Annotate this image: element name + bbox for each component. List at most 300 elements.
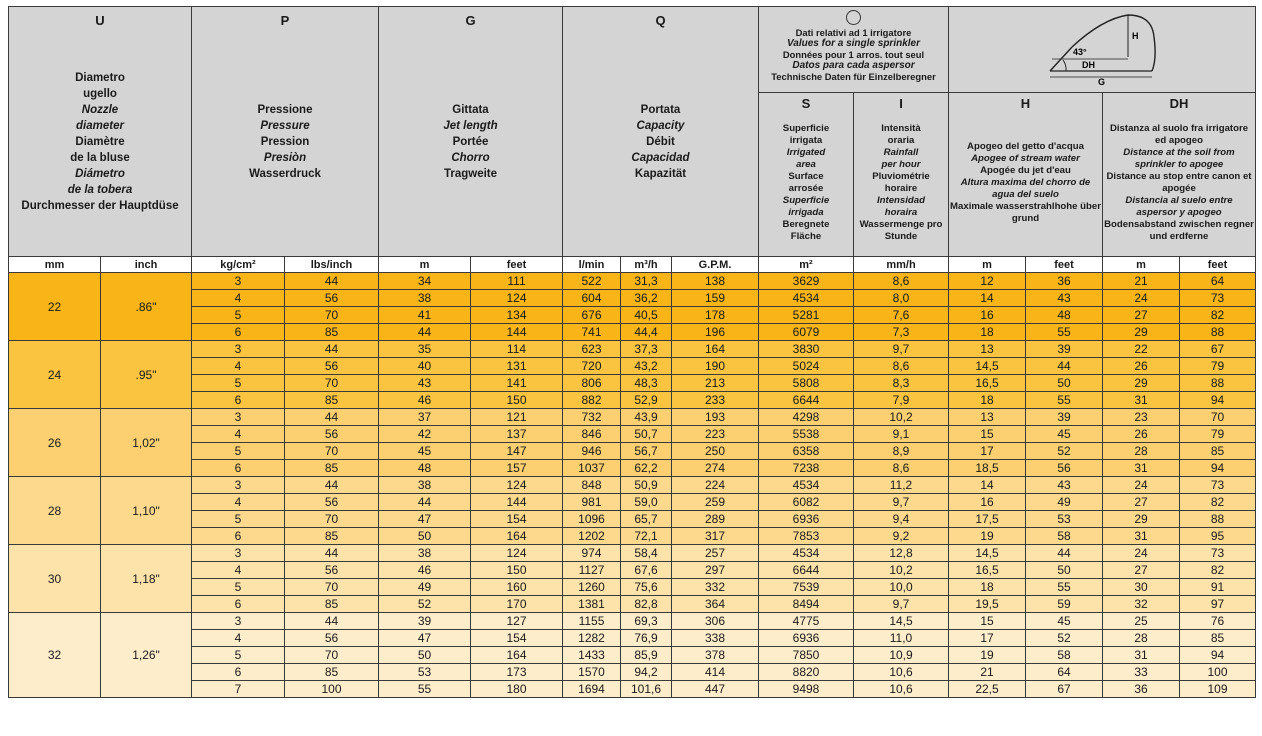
range-ft-cell: 147 xyxy=(471,443,563,460)
height-m-cell: 16 xyxy=(949,307,1026,324)
range-ft-cell: 124 xyxy=(471,290,563,307)
pressure-kg-cell: 4 xyxy=(192,494,285,511)
flow-lmin-cell: 1096 xyxy=(563,511,621,528)
flow-m3h-cell: 62,2 xyxy=(621,460,672,477)
flow-m3h-cell: 101,6 xyxy=(621,681,672,698)
pressure-kg-cell: 7 xyxy=(192,681,285,698)
height-m-cell: 17 xyxy=(949,630,1026,647)
rainfall-mmh-cell: 9,4 xyxy=(854,511,949,528)
flow-gpm-cell: 164 xyxy=(672,341,759,358)
flow-m3h-cell: 43,9 xyxy=(621,409,672,426)
range-m-cell: 41 xyxy=(379,307,471,324)
range-m-cell: 35 xyxy=(379,341,471,358)
range-m-cell: 50 xyxy=(379,647,471,664)
table-row xyxy=(9,494,1256,511)
height-m-cell: 16 xyxy=(949,494,1026,511)
header-line: ed apogeo xyxy=(1155,135,1203,146)
flow-lmin-cell: 1433 xyxy=(563,647,621,664)
flow-m3h-cell: 59,0 xyxy=(621,494,672,511)
header-line: irrigada xyxy=(788,207,824,218)
flow-lmin-cell: 1127 xyxy=(563,562,621,579)
distance-m-cell: 24 xyxy=(1103,477,1180,494)
height-m-cell: 14,5 xyxy=(949,358,1026,375)
header-line: Superficie xyxy=(782,195,830,206)
flow-m3h-cell: 69,3 xyxy=(621,613,672,630)
height-ft-cell: 44 xyxy=(1026,545,1103,562)
header-line: Surface xyxy=(788,171,824,182)
distance-ft-cell: 73 xyxy=(1180,290,1256,307)
table-row xyxy=(9,392,1256,409)
header-line: de la bluse xyxy=(70,151,130,164)
table-row xyxy=(9,528,1256,545)
table-row xyxy=(9,273,1256,290)
height-m-cell: 22,5 xyxy=(949,681,1026,698)
table-row xyxy=(9,443,1256,460)
header-line: Fläche xyxy=(790,231,822,242)
header-dh-text xyxy=(1104,111,1254,256)
header-line: Distance at the soil from xyxy=(1123,147,1235,158)
header-line: Wasserdruck xyxy=(249,167,321,180)
height-ft-cell: 36 xyxy=(1026,273,1103,290)
range-ft-cell: 121 xyxy=(471,409,563,426)
distance-ft-cell: 88 xyxy=(1180,375,1256,392)
flow-m3h-cell: 37,3 xyxy=(621,341,672,358)
flow-gpm-cell: 364 xyxy=(672,596,759,613)
distance-ft-cell: 73 xyxy=(1180,545,1256,562)
distance-m-cell: 31 xyxy=(1103,392,1180,409)
flow-lmin-cell: 848 xyxy=(563,477,621,494)
header-line: grund xyxy=(1011,213,1040,224)
height-ft-cell: 55 xyxy=(1026,324,1103,341)
diagram-angle-label: 43° xyxy=(1073,47,1087,57)
flow-m3h-cell: 40,5 xyxy=(621,307,672,324)
area-m2-cell: 7539 xyxy=(759,579,854,596)
header-line: de la tobera xyxy=(67,183,133,196)
flow-lmin-cell: 1202 xyxy=(563,528,621,545)
header-line: horaire xyxy=(884,183,918,194)
area-m2-cell: 4298 xyxy=(759,409,854,426)
header-p: P Pressione Pressure Pression Presiòn Wasserdruck xyxy=(192,7,379,257)
performance-table xyxy=(8,6,1256,698)
header-line: Altura maxima del chorro de xyxy=(960,177,1091,188)
header-q-text xyxy=(631,28,689,255)
distance-ft-cell: 73 xyxy=(1180,477,1256,494)
flow-m3h-cell: 56,7 xyxy=(621,443,672,460)
header-line: Distancia al suelo entre xyxy=(1125,195,1233,206)
range-m-cell: 47 xyxy=(379,511,471,528)
header-line: horaira xyxy=(884,207,918,218)
header-line: Pluviométrie xyxy=(872,171,930,182)
area-m2-cell: 4534 xyxy=(759,290,854,307)
flow-gpm-cell: 196 xyxy=(672,324,759,341)
header-g-text xyxy=(443,28,497,255)
range-m-cell: 49 xyxy=(379,579,471,596)
range-m-cell: 55 xyxy=(379,681,471,698)
range-m-cell: 38 xyxy=(379,477,471,494)
header-line: Débit xyxy=(646,135,675,148)
range-ft-cell: 144 xyxy=(471,494,563,511)
flow-m3h-cell: 82,8 xyxy=(621,596,672,613)
height-ft-cell: 59 xyxy=(1026,596,1103,613)
pressure-kg-cell: 3 xyxy=(192,477,285,494)
flow-gpm-cell: 138 xyxy=(672,273,759,290)
pressure-lbs-cell: 85 xyxy=(285,596,379,613)
distance-ft-cell: 82 xyxy=(1180,307,1256,324)
nozzle-mm-cell: 32 xyxy=(9,613,101,698)
rainfall-mmh-cell: 10,6 xyxy=(854,681,949,698)
height-m-cell: 16,5 xyxy=(949,562,1026,579)
rainfall-mmh-cell: 9,7 xyxy=(854,341,949,358)
distance-ft-cell: 94 xyxy=(1180,647,1256,664)
distance-ft-cell: 85 xyxy=(1180,443,1256,460)
header-line: area xyxy=(796,159,816,170)
units-row xyxy=(9,257,1256,273)
rainfall-mmh-cell: 8,6 xyxy=(854,273,949,290)
header-h: H Apogeo del getto d'acqua Apogee of stream water Apogée du jet d'eau Altura maxima del chorro de agua del suelo Maximale wasserstrahlhohe über grund xyxy=(949,93,1103,257)
flow-m3h-cell: 85,9 xyxy=(621,647,672,664)
rainfall-mmh-cell: 7,3 xyxy=(854,324,949,341)
nozzle-mm-cell: 26 xyxy=(9,409,101,477)
flow-lmin-cell: 604 xyxy=(563,290,621,307)
pressure-lbs-cell: 56 xyxy=(285,494,379,511)
area-m2-cell: 4775 xyxy=(759,613,854,630)
range-ft-cell: 144 xyxy=(471,324,563,341)
height-ft-cell: 39 xyxy=(1026,409,1103,426)
header-line: Tragweite xyxy=(443,167,498,180)
table-row xyxy=(9,290,1256,307)
range-m-cell: 38 xyxy=(379,545,471,562)
pressure-lbs-cell: 85 xyxy=(285,460,379,477)
header-line: diameter xyxy=(76,119,124,132)
pressure-kg-cell: 5 xyxy=(192,307,285,324)
range-ft-cell: 157 xyxy=(471,460,563,477)
pressure-kg-cell: 5 xyxy=(192,511,285,528)
height-m-cell: 12 xyxy=(949,273,1026,290)
flow-gpm-cell: 190 xyxy=(672,358,759,375)
area-m2-cell: 8820 xyxy=(759,664,854,681)
table-row xyxy=(9,630,1256,647)
flow-gpm-cell: 224 xyxy=(672,477,759,494)
area-m2-cell: 4534 xyxy=(759,545,854,562)
area-m2-cell: 7853 xyxy=(759,528,854,545)
table-row xyxy=(9,324,1256,341)
distance-ft-cell: 67 xyxy=(1180,341,1256,358)
unit-header: feet xyxy=(1180,257,1256,273)
range-m-cell: 40 xyxy=(379,358,471,375)
unit-header: m xyxy=(1103,257,1180,273)
flow-gpm-cell: 193 xyxy=(672,409,759,426)
pressure-lbs-cell: 85 xyxy=(285,664,379,681)
pressure-lbs-cell: 56 xyxy=(285,630,379,647)
flow-m3h-cell: 50,7 xyxy=(621,426,672,443)
pressure-lbs-cell: 85 xyxy=(285,392,379,409)
range-ft-cell: 150 xyxy=(471,562,563,579)
pressure-lbs-cell: 44 xyxy=(285,273,379,290)
single-sprinkler-note xyxy=(759,7,949,93)
height-m-cell: 18 xyxy=(949,324,1026,341)
header-line: Pression xyxy=(260,135,310,148)
table-row xyxy=(9,477,1256,494)
distance-m-cell: 32 xyxy=(1103,596,1180,613)
height-ft-cell: 52 xyxy=(1026,630,1103,647)
range-m-cell: 47 xyxy=(379,630,471,647)
height-ft-cell: 43 xyxy=(1026,477,1103,494)
flow-gpm-cell: 317 xyxy=(672,528,759,545)
pressure-lbs-cell: 44 xyxy=(285,341,379,358)
diagram-h-label: H xyxy=(1132,31,1139,41)
flow-m3h-cell: 72,1 xyxy=(621,528,672,545)
header-h-text xyxy=(950,111,1101,256)
pressure-kg-cell: 4 xyxy=(192,630,285,647)
pressure-lbs-cell: 56 xyxy=(285,290,379,307)
table-row xyxy=(9,613,1256,630)
rainfall-mmh-cell: 10,0 xyxy=(854,579,949,596)
table-row xyxy=(9,409,1256,426)
flow-m3h-cell: 36,2 xyxy=(621,290,672,307)
height-m-cell: 15 xyxy=(949,613,1026,630)
distance-ft-cell: 76 xyxy=(1180,613,1256,630)
pressure-lbs-cell: 70 xyxy=(285,307,379,324)
unit-header: m³/h xyxy=(621,257,672,273)
height-m-cell: 19,5 xyxy=(949,596,1026,613)
area-m2-cell: 6082 xyxy=(759,494,854,511)
pressure-kg-cell: 4 xyxy=(192,562,285,579)
table-row xyxy=(9,358,1256,375)
flow-m3h-cell: 65,7 xyxy=(621,511,672,528)
height-ft-cell: 55 xyxy=(1026,392,1103,409)
distance-m-cell: 31 xyxy=(1103,460,1180,477)
unit-header: kg/cm² xyxy=(192,257,285,273)
flow-lmin-cell: 1694 xyxy=(563,681,621,698)
height-ft-cell: 52 xyxy=(1026,443,1103,460)
header-line: sprinkler to apogee xyxy=(1134,159,1224,170)
pressure-lbs-cell: 56 xyxy=(285,426,379,443)
unit-header: m xyxy=(379,257,471,273)
distance-m-cell: 24 xyxy=(1103,290,1180,307)
area-m2-cell: 6358 xyxy=(759,443,854,460)
area-m2-cell: 3629 xyxy=(759,273,854,290)
distance-ft-cell: 94 xyxy=(1180,392,1256,409)
flow-lmin-cell: 1570 xyxy=(563,664,621,681)
header-line: Stunde xyxy=(884,231,918,242)
pressure-lbs-cell: 56 xyxy=(285,562,379,579)
flow-gpm-cell: 178 xyxy=(672,307,759,324)
height-ft-cell: 45 xyxy=(1026,613,1103,630)
distance-m-cell: 26 xyxy=(1103,426,1180,443)
distance-m-cell: 28 xyxy=(1103,630,1180,647)
height-ft-cell: 58 xyxy=(1026,647,1103,664)
header-line: Jet length xyxy=(443,119,498,132)
range-ft-cell: 150 xyxy=(471,392,563,409)
header-line: Irrigated xyxy=(786,147,826,158)
range-m-cell: 44 xyxy=(379,324,471,341)
header-line: irrigata xyxy=(789,135,823,146)
table-row xyxy=(9,562,1256,579)
nozzle-mm-cell: 24 xyxy=(9,341,101,409)
range-ft-cell: 124 xyxy=(471,477,563,494)
rainfall-mmh-cell: 8,6 xyxy=(854,358,949,375)
pressure-lbs-cell: 85 xyxy=(285,528,379,545)
height-ft-cell: 39 xyxy=(1026,341,1103,358)
header-line: Apogee of stream water xyxy=(971,153,1080,164)
height-ft-cell: 55 xyxy=(1026,579,1103,596)
pressure-lbs-cell: 70 xyxy=(285,511,379,528)
rainfall-mmh-cell: 9,2 xyxy=(854,528,949,545)
height-ft-cell: 43 xyxy=(1026,290,1103,307)
range-m-cell: 43 xyxy=(379,375,471,392)
flow-gpm-cell: 223 xyxy=(672,426,759,443)
unit-header: m xyxy=(949,257,1026,273)
nozzle-inch-cell: .95" xyxy=(101,341,192,409)
height-m-cell: 17 xyxy=(949,443,1026,460)
nozzle-mm-cell: 30 xyxy=(9,545,101,613)
area-m2-cell: 5538 xyxy=(759,426,854,443)
area-m2-cell: 6936 xyxy=(759,511,854,528)
range-ft-cell: 127 xyxy=(471,613,563,630)
table-row xyxy=(9,307,1256,324)
flow-m3h-cell: 58,4 xyxy=(621,545,672,562)
distance-m-cell: 29 xyxy=(1103,511,1180,528)
range-ft-cell: 134 xyxy=(471,307,563,324)
range-m-cell: 45 xyxy=(379,443,471,460)
height-m-cell: 21 xyxy=(949,664,1026,681)
height-m-cell: 17,5 xyxy=(949,511,1026,528)
height-ft-cell: 58 xyxy=(1026,528,1103,545)
header-line: aspersor y apogeo xyxy=(1136,207,1222,218)
header-line: agua del suelo xyxy=(992,189,1059,200)
flow-lmin-cell: 676 xyxy=(563,307,621,324)
distance-ft-cell: 79 xyxy=(1180,358,1256,375)
height-ft-cell: 49 xyxy=(1026,494,1103,511)
distance-ft-cell: 88 xyxy=(1180,324,1256,341)
unit-header: inch xyxy=(101,257,192,273)
unit-header: mm/h xyxy=(854,257,949,273)
unit-header: l/min xyxy=(563,257,621,273)
pressure-kg-cell: 6 xyxy=(192,664,285,681)
header-line: Apogée du jet d'eau xyxy=(980,165,1071,176)
flow-m3h-cell: 44,4 xyxy=(621,324,672,341)
header-i: I Intensità oraria Rainfall per hour Pluviométrie horaire Intensidad horaira Wassermenge pro Stunde xyxy=(854,93,949,257)
height-m-cell: 14 xyxy=(949,290,1026,307)
area-m2-cell: 4534 xyxy=(759,477,854,494)
flow-m3h-cell: 48,3 xyxy=(621,375,672,392)
range-m-cell: 39 xyxy=(379,613,471,630)
range-m-cell: 42 xyxy=(379,426,471,443)
rainfall-mmh-cell: 9,7 xyxy=(854,596,949,613)
pressure-lbs-cell: 70 xyxy=(285,375,379,392)
range-ft-cell: 141 xyxy=(471,375,563,392)
range-ft-cell: 173 xyxy=(471,664,563,681)
header-line: Presiòn xyxy=(263,151,307,164)
height-m-cell: 15 xyxy=(949,426,1026,443)
header-line: Intensidad xyxy=(877,195,925,206)
height-m-cell: 18,5 xyxy=(949,460,1026,477)
pressure-lbs-cell: 70 xyxy=(285,579,379,596)
header-line: Technische Daten für Einzelberegner xyxy=(771,71,936,82)
height-ft-cell: 53 xyxy=(1026,511,1103,528)
area-m2-cell: 7238 xyxy=(759,460,854,477)
header-line: Wassermenge pro xyxy=(859,219,943,230)
flow-gpm-cell: 289 xyxy=(672,511,759,528)
distance-m-cell: 24 xyxy=(1103,545,1180,562)
rainfall-mmh-cell: 12,8 xyxy=(854,545,949,562)
header-line: und erdferne xyxy=(1149,231,1209,242)
flow-gpm-cell: 259 xyxy=(672,494,759,511)
flow-m3h-cell: 50,9 xyxy=(621,477,672,494)
nozzle-inch-cell: .86" xyxy=(101,273,192,341)
flow-m3h-cell: 43,2 xyxy=(621,358,672,375)
area-m2-cell: 6644 xyxy=(759,392,854,409)
pressure-kg-cell: 3 xyxy=(192,409,285,426)
height-m-cell: 18 xyxy=(949,579,1026,596)
header-i-text xyxy=(860,111,943,256)
pressure-kg-cell: 5 xyxy=(192,443,285,460)
header-line: Chorro xyxy=(451,151,490,164)
flow-gpm-cell: 378 xyxy=(672,647,759,664)
header-line: Distanza al suolo fra irrigatore xyxy=(1109,123,1249,134)
distance-m-cell: 27 xyxy=(1103,307,1180,324)
rainfall-mmh-cell: 8,9 xyxy=(854,443,949,460)
header-line: Rainfall xyxy=(883,147,919,158)
pressure-kg-cell: 3 xyxy=(192,273,285,290)
nozzle-inch-cell: 1,18" xyxy=(101,545,192,613)
header-q: Q Portata Capacity Débit Capacidad Kapazität xyxy=(563,7,759,257)
header-line: Datos para cada aspersor xyxy=(792,60,915,71)
distance-ft-cell: 64 xyxy=(1180,273,1256,290)
pressure-kg-cell: 6 xyxy=(192,460,285,477)
pressure-lbs-cell: 44 xyxy=(285,477,379,494)
range-ft-cell: 114 xyxy=(471,341,563,358)
distance-ft-cell: 85 xyxy=(1180,630,1256,647)
distance-m-cell: 33 xyxy=(1103,664,1180,681)
height-ft-cell: 50 xyxy=(1026,562,1103,579)
distance-ft-cell: 94 xyxy=(1180,460,1256,477)
pressure-kg-cell: 6 xyxy=(192,392,285,409)
range-ft-cell: 160 xyxy=(471,579,563,596)
distance-m-cell: 36 xyxy=(1103,681,1180,698)
height-ft-cell: 56 xyxy=(1026,460,1103,477)
range-m-cell: 48 xyxy=(379,460,471,477)
height-ft-cell: 45 xyxy=(1026,426,1103,443)
range-ft-cell: 170 xyxy=(471,596,563,613)
pressure-kg-cell: 6 xyxy=(192,528,285,545)
flow-gpm-cell: 233 xyxy=(672,392,759,409)
header-line: Superficie xyxy=(782,123,830,134)
header-line: oraria xyxy=(887,135,915,146)
trajectory-diagram xyxy=(952,7,1252,87)
pressure-kg-cell: 3 xyxy=(192,341,285,358)
flow-lmin-cell: 522 xyxy=(563,273,621,290)
distance-m-cell: 26 xyxy=(1103,358,1180,375)
trajectory-diagram-cell xyxy=(949,7,1256,93)
table-row xyxy=(9,681,1256,698)
range-ft-cell: 154 xyxy=(471,630,563,647)
table-row xyxy=(9,579,1256,596)
unit-header: mm xyxy=(9,257,101,273)
pressure-lbs-cell: 70 xyxy=(285,443,379,460)
distance-m-cell: 27 xyxy=(1103,494,1180,511)
pressure-kg-cell: 4 xyxy=(192,426,285,443)
header-line: Pressione xyxy=(257,103,313,116)
flow-gpm-cell: 159 xyxy=(672,290,759,307)
flow-gpm-cell: 297 xyxy=(672,562,759,579)
area-m2-cell: 3830 xyxy=(759,341,854,358)
header-s-text xyxy=(783,111,830,256)
header-line: Données pour 1 arros. tout seul xyxy=(782,49,925,60)
pressure-kg-cell: 5 xyxy=(192,579,285,596)
header-line: Gittata xyxy=(452,103,489,116)
height-m-cell: 13 xyxy=(949,409,1026,426)
